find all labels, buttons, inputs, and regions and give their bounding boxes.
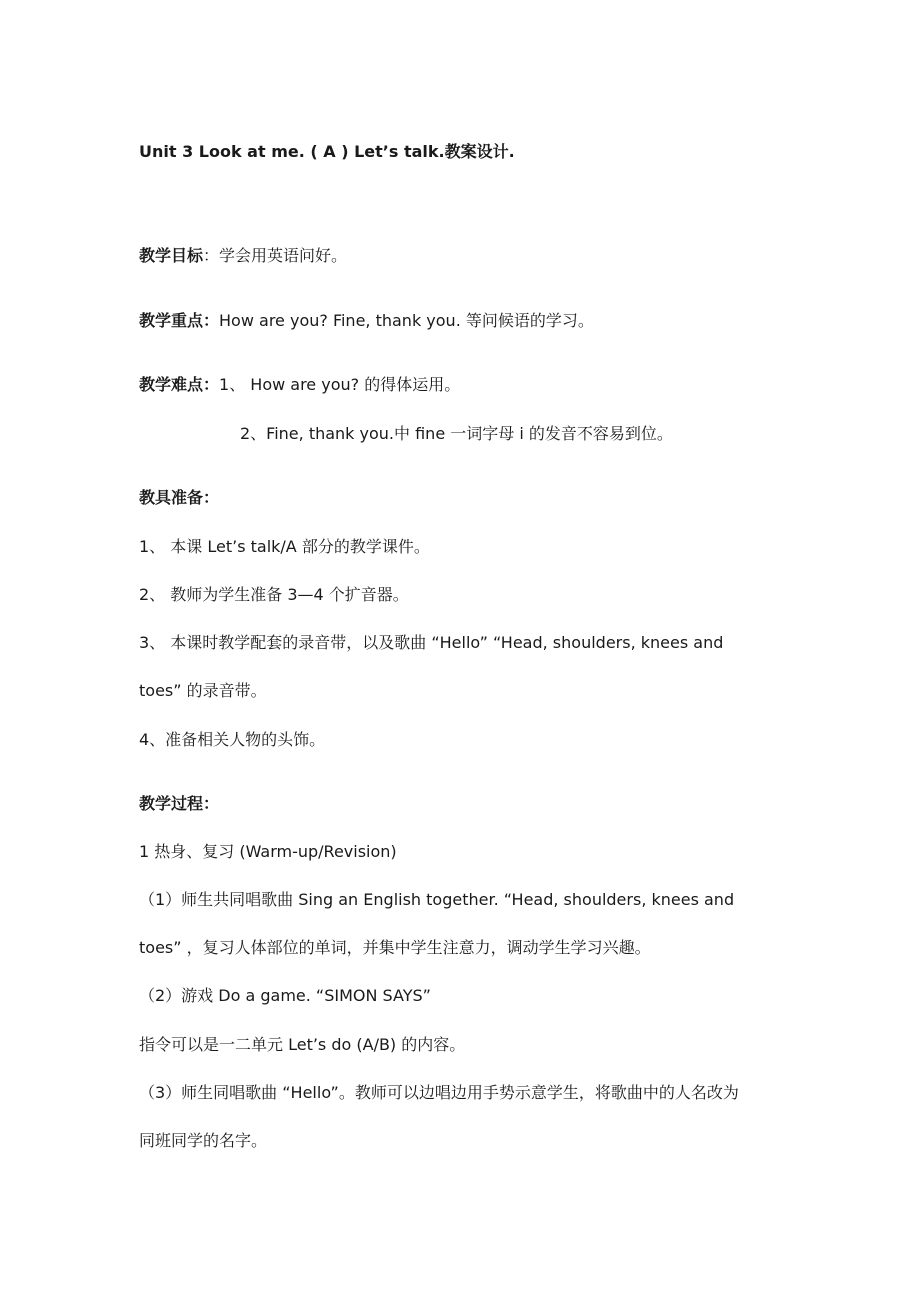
- objective-line: [139, 245, 347, 267]
- process-heading: 教学过程：: [139, 794, 220, 813]
- objective-text: ：学会用英语问好。: [203, 246, 348, 265]
- materials-item: 4、准备相关人物的头饰。: [139, 730, 326, 749]
- key-point-label: 教学重点：: [139, 311, 220, 330]
- difficulty-label: 教学难点：: [139, 375, 220, 394]
- objective-label: 教学目标: [139, 246, 204, 265]
- materials-item: 3、 本课时教学配套的录音带，以及歌曲 “Hello” “Head, shoulders, knees and: [139, 633, 724, 652]
- materials-item: toes” 的录音带。: [139, 681, 267, 700]
- materials-heading: 教具准备：: [139, 488, 220, 507]
- process-line: 1 热身、复习 (Warm-up/Revision): [139, 842, 397, 861]
- materials-item: 2、 教师为学生准备 3—4 个扩音器。: [139, 585, 409, 604]
- key-point-line: [139, 310, 594, 332]
- process-line: （1）师生共同唱歌曲 Sing an English together. “Head, shoulders, knees and: [139, 890, 735, 909]
- materials-item: 1、 本课 Let’s talk/A 部分的教学课件。: [139, 537, 430, 556]
- difficulty-line-1: [139, 374, 460, 396]
- process-line: 指令可以是一二单元 Let’s do (A/B) 的内容。: [139, 1035, 466, 1054]
- difficulty-item-2: 2、Fine, thank you.中 fine 一词字母 i 的发音不容易到位。: [240, 424, 673, 443]
- process-line: toes” ，复习人体部位的单词，并集中学生注意力，调动学生学习兴趣。: [139, 938, 651, 957]
- difficulty-item-1: 1、 How are you? 的得体运用。: [219, 375, 461, 394]
- process-line: 同班同学的名字。: [139, 1131, 268, 1150]
- process-line: （2）游戏 Do a game. “SIMON SAYS”: [139, 986, 431, 1005]
- key-point-text: How are you? Fine, thank you. 等问候语的学习。: [219, 311, 594, 330]
- process-line: （3）师生同唱歌曲 “Hello”。教师可以边唱边用手势示意学生，将歌曲中的人名改为: [139, 1083, 739, 1102]
- document-title: Unit 3 Look at me. ( A ) Let’s talk.教案设计.: [139, 142, 515, 161]
